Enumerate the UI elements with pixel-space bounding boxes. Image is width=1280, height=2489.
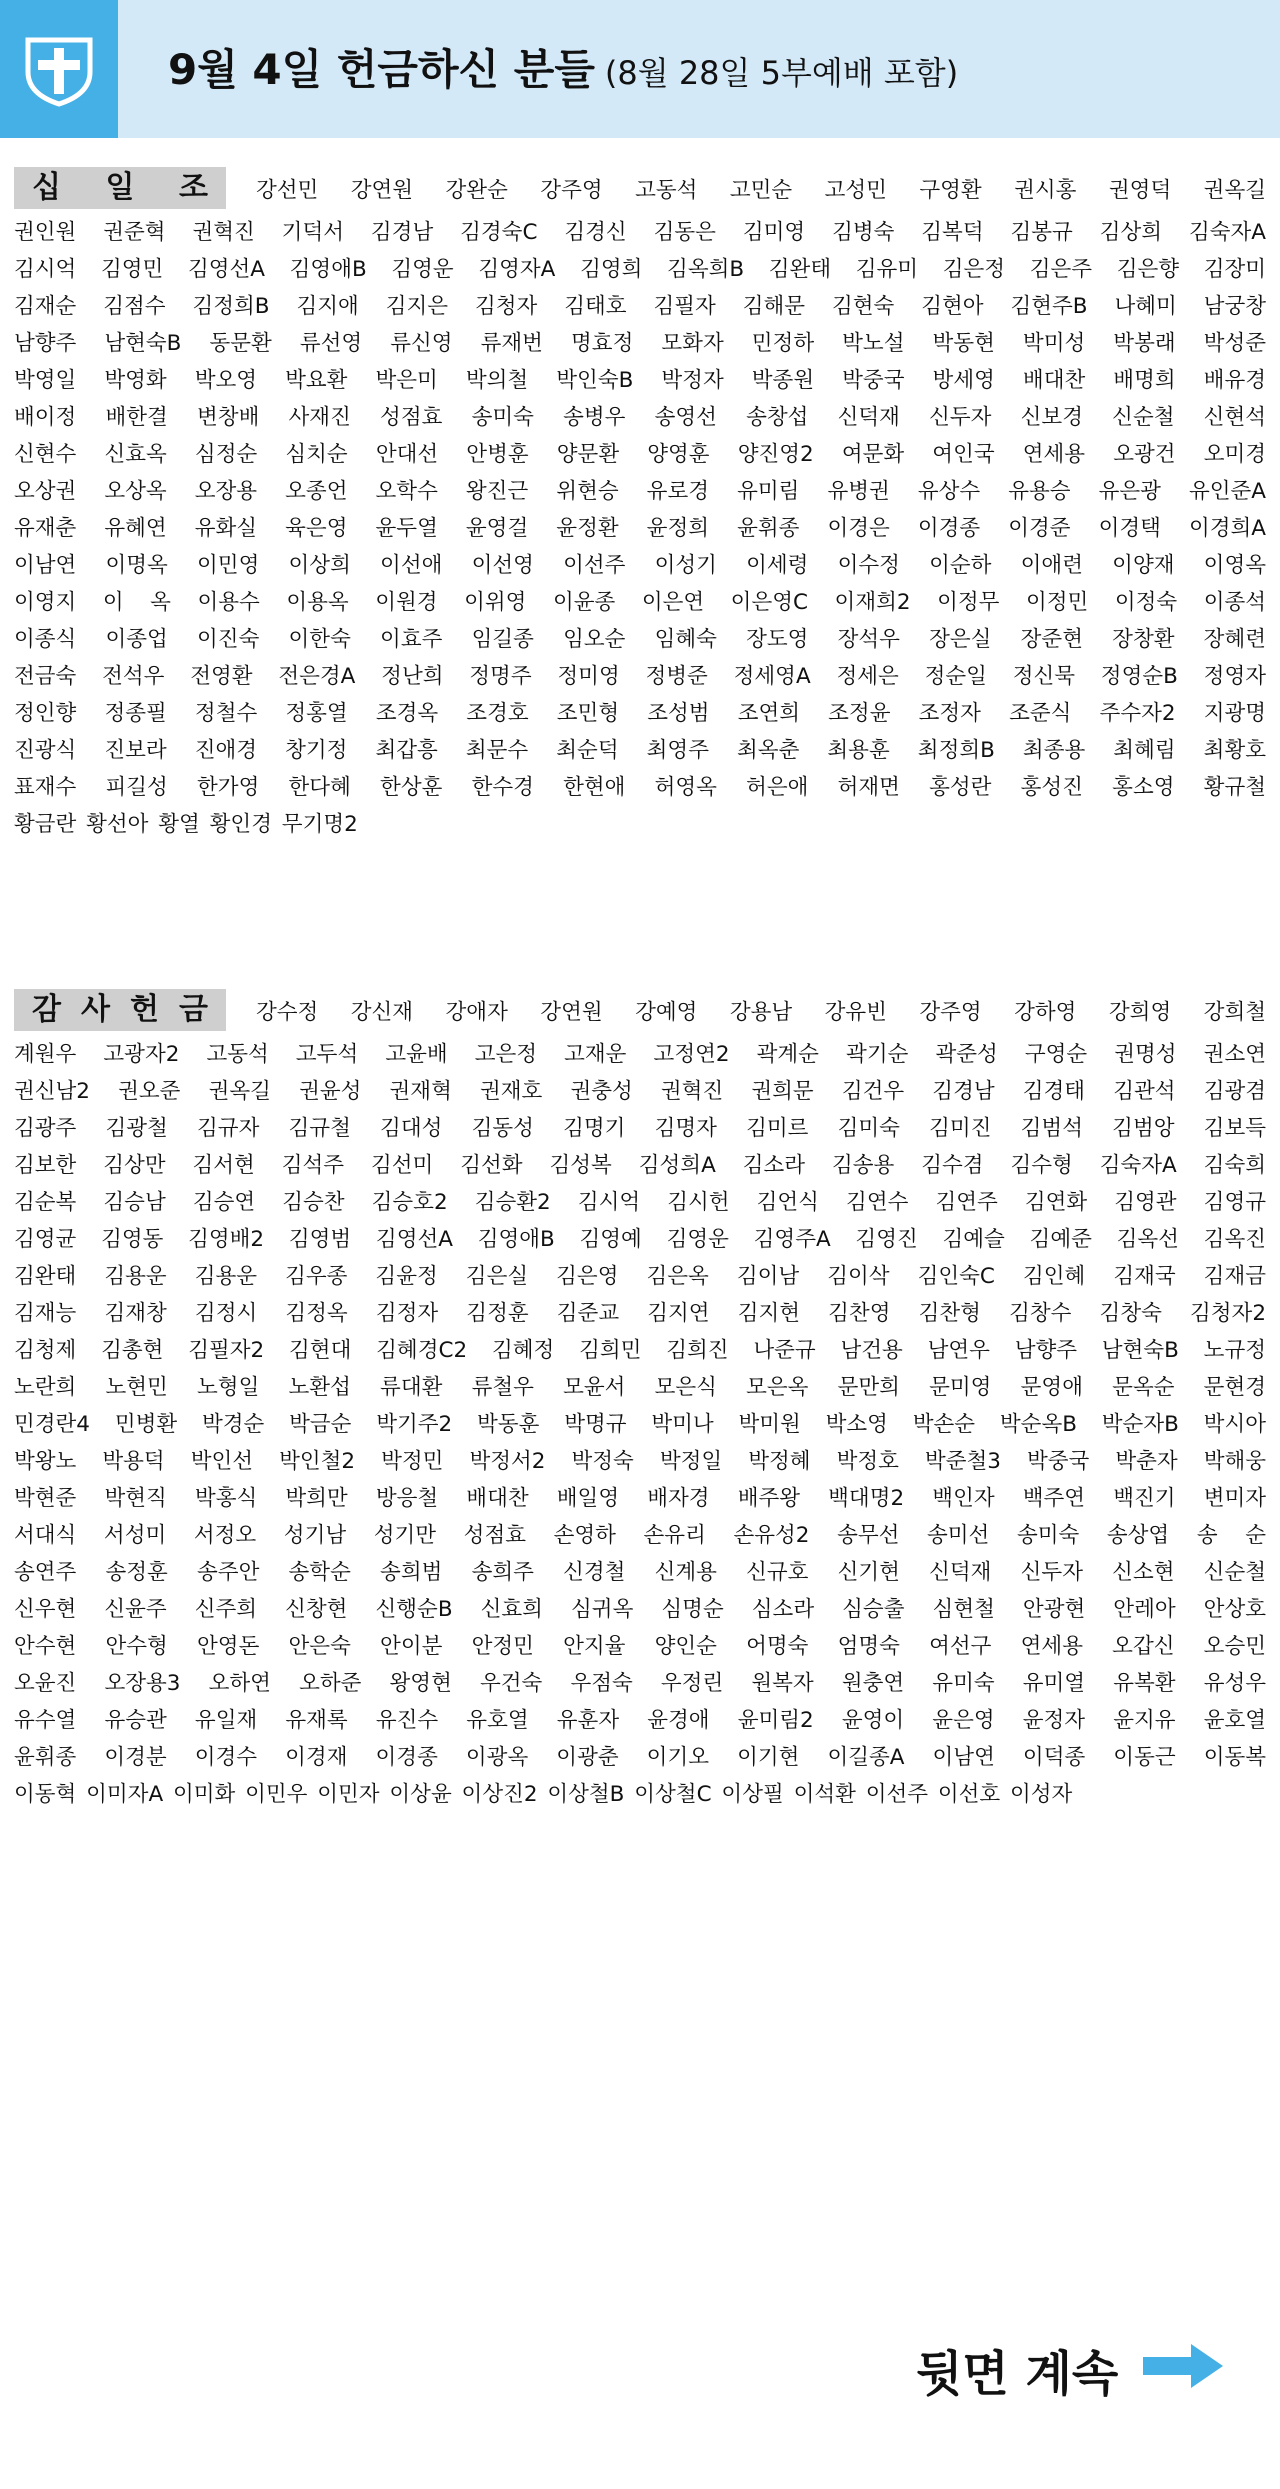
name-list: 배이정 배한결 변창배 사재진 성점효 송미숙 송병우 송영선 송창섭 신덕재 신두자 신보경 신순철 신현석: [14, 405, 1266, 430]
name-list: 신현수 신효옥 심정순 심치순 안대선 안병훈 양문환 양영훈 양진영2 여문화 여인국 연세용 오광건 오미경: [14, 442, 1266, 467]
page-title: [168, 40, 958, 109]
name-row: [14, 325, 1266, 362]
name-row: [14, 214, 1266, 251]
name-row: [14, 1184, 1266, 1221]
name-list: 유재춘 유혜연 유화실 육은영 윤두열 윤영걸 윤정환 윤정희 윤휘종 이경은 이경종 이경준 이경택 이경희A: [14, 516, 1266, 541]
name-list: 이종식 이종업 이진숙 이한숙 이효주 임길종 임오순 임혜숙 장도영 장석우 장은실 장준현 장창환 장혜련: [14, 627, 1266, 652]
name-row: [14, 1554, 1266, 1591]
name-row: [14, 1443, 1266, 1480]
name-row: [14, 769, 1266, 806]
name-row: [14, 510, 1266, 547]
name-list: 김시억 김영민 김영선A 김영애B 김영운 김영자A 김영희 김옥희B 김완태 김유미 김은정 김은주 김은향 김장미: [14, 257, 1266, 282]
name-list: 표재수 피길성 한가영 한다혜 한상훈 한수경 한현애 허영옥 허은애 허재면 홍성란 홍성진 홍소영 황규철: [14, 775, 1266, 800]
name-list: 이영지 이 옥 이용수 이용옥 이원경 이위영 이윤종 이은연 이은영C 이재희2 이정무 이정민 이정숙 이종석: [14, 590, 1266, 615]
name-list: 노란희 노현민 노형일 노환섭 류대환 류철우 모윤서 모은식 모은옥 문만희 문미영 문영애 문옥순 문현경: [14, 1375, 1266, 1400]
name-row: [14, 547, 1266, 584]
name-row: [14, 1110, 1266, 1147]
name-row: [14, 362, 1266, 399]
name-row: [14, 1369, 1266, 1406]
name-row: [14, 732, 1266, 769]
name-row: [14, 621, 1266, 658]
name-row: [14, 658, 1266, 695]
name-list: 강수정 강신재 강애자 강연원 강예영 강용남 강유빈 강주영 강하영 강희영 강희철: [256, 1000, 1266, 1025]
name-row: [14, 1480, 1266, 1517]
title-subtitle: (8월 28일 5부예배 포함): [604, 54, 959, 92]
name-list: 안수현 안수형 안영돈 안은숙 안이분 안정민 안지율 양인순 어명숙 엄명숙 여선구 연세용 오갑신 오승민: [14, 1634, 1266, 1659]
name-row: [14, 1073, 1266, 1110]
name-list: 김청제 김총현 김필자2 김현대 김혜경C2 김혜정 김희민 김희진 나준규 남건용 남연우 남향주 남현숙B 노규정: [14, 1338, 1266, 1363]
name-row: [14, 1739, 1266, 1776]
name-list: 정인향 정종필 정철수 정홍열 조경옥 조경호 조민형 조성범 조연희 조정윤 조정자 조준식 주수자2 지광명: [14, 701, 1266, 726]
name-row: [14, 288, 1266, 325]
name-row: [14, 399, 1266, 436]
name-row: [14, 1702, 1266, 1739]
continued-on-back: [916, 2335, 1225, 2405]
name-list: 오윤진 오장용3 오하연 오하준 왕영현 우건숙 우점숙 우정린 원복자 원충연 유미숙 유미열 유복환 유성우: [14, 1671, 1266, 1696]
name-list: 김보한 김상만 김서현 김석주 김선미 김선화 김성복 김성희A 김소라 김송용 김수겸 김수형 김숙자A 김숙희: [14, 1153, 1266, 1178]
name-list: 김재능 김재창 김정시 김정옥 김정자 김정훈 김준교 김지연 김지현 김찬영 김찬형 김창수 김창숙 김청자2: [14, 1301, 1266, 1326]
name-row: [14, 1628, 1266, 1665]
name-list: 박영일 박영화 박오영 박요환 박은미 박의철 박인숙B 박정자 박종원 박중국 방세영 배대찬 배명희 배유경: [14, 368, 1266, 393]
name-row: [14, 1036, 1266, 1073]
title-main: 9월 4일 헌금하신 분들: [168, 45, 595, 94]
right-arrow-icon: [1141, 2341, 1225, 2391]
name-list: 이남연 이명옥 이민영 이상희 이선애 이선영 이선주 이성기 이세령 이수정 이순하 이애련 이양재 이영옥: [14, 553, 1266, 578]
name-list: 박현준 박현직 박홍식 박희만 방응철 배대찬 배일영 배자경 배주왕 백대명2 백인자 백주연 백진기 변미자: [14, 1486, 1266, 1511]
name-list: 김광주 김광철 김규자 김규철 김대성 김동성 김명기 김명자 김미르 김미숙 김미진 김범석 김범앙 김보득: [14, 1116, 1266, 1141]
header-band: [0, 0, 1280, 138]
name-list: 전금숙 전석우 전영환 전은경A 정난희 정명주 정미영 정병준 정세영A 정세은 정순일 정신묵 정영순B 정영자: [14, 664, 1266, 689]
continued-text: 뒷면 계속: [916, 2346, 1119, 2402]
name-list: 윤휘종 이경분 이경수 이경재 이경종 이광옥 이광춘 이기오 이기현 이길종A 이남연 이덕종 이동근 이동복: [14, 1745, 1266, 1770]
name-list: 계원우 고광자2 고동석 고두석 고윤배 고은정 고재운 고정연2 곽계순 곽기순 곽준성 구영순 권명성 권소연: [14, 1042, 1266, 1067]
name-list: 남향주 남현숙B 동문환 류선영 류신영 류재번 명효정 모화자 민정하 박노설 박동현 박미성 박봉래 박성준: [14, 331, 1266, 356]
name-row: [14, 695, 1266, 732]
name-row: [14, 1665, 1266, 1702]
name-list: 진광식 진보라 진애경 창기정 최갑흥 최문수 최순덕 최영주 최옥춘 최용훈 최정희B 최종용 최혜림 최황호: [14, 738, 1266, 763]
thanks-offering-section: [14, 992, 1266, 1813]
name-row: [14, 436, 1266, 473]
cross-shield-icon: [22, 34, 96, 108]
name-row: [14, 251, 1266, 288]
name-list: 신우현 신윤주 신주희 신창현 신행순B 신효희 심귀옥 심명순 심소라 심승출 심현철 안광현 안레아 안상호: [14, 1597, 1266, 1622]
name-row: [14, 1517, 1266, 1554]
name-row: [14, 1406, 1266, 1443]
name-row: [14, 1147, 1266, 1184]
name-list: 황금란 황선아 황열 황인경 무기명2: [14, 812, 358, 837]
church-logo: [0, 0, 118, 138]
name-list: 강선민 강연원 강완순 강주영 고동석 고민순 고성민 구영환 권시홍 권영덕 권옥길: [256, 178, 1266, 203]
name-list: 김순복 김승남 김승연 김승찬 김승호2 김승환2 김시억 김시헌 김언식 김연수 김연주 김연화 김영관 김영규: [14, 1190, 1266, 1215]
name-row: [14, 992, 1266, 1034]
section-label: 감 사 헌 금: [14, 989, 226, 1031]
name-list: 김재순 김점수 김정희B 김지애 김지은 김청자 김태호 김필자 김해문 김현숙 김현아 김현주B 나혜미 남궁창: [14, 294, 1266, 319]
name-list: 이동혁 이미자A 이미화 이민우 이민자 이상윤 이상진2 이상철B 이상철C 이상필 이석환 이선주 이선호 이성자: [14, 1782, 1073, 1807]
name-list: 유수열 유승관 유일재 유재록 유진수 유호열 유훈자 윤경애 윤미림2 윤영이 윤은영 윤정자 윤지유 윤호열: [14, 1708, 1266, 1733]
name-row: [14, 473, 1266, 510]
name-row: [14, 806, 1266, 843]
name-row: [14, 170, 1266, 212]
name-list: 민경란4 민병환 박경순 박금순 박기주2 박동훈 박명규 박미나 박미원 박소영 박손순 박순옥B 박순자B 박시아: [14, 1412, 1266, 1437]
name-row: [14, 584, 1266, 621]
name-list: 오상권 오상옥 오장용 오종언 오학수 왕진근 위현승 유로경 유미림 유병권 유상수 유용승 유은광 유인준A: [14, 479, 1266, 504]
name-list: 박왕노 박용덕 박인선 박인철2 박정민 박정서2 박정숙 박정일 박정혜 박정호 박준철3 박중국 박춘자 박해웅: [14, 1449, 1266, 1474]
name-row: [14, 1258, 1266, 1295]
name-row: [14, 1295, 1266, 1332]
name-list: 김영균 김영동 김영배2 김영범 김영선A 김영애B 김영예 김영운 김영주A 김영진 김예슬 김예준 김옥선 김옥진: [14, 1227, 1266, 1252]
name-list: 김완태 김용운 김용운 김우종 김윤정 김은실 김은영 김은옥 김이남 김이삭 김인숙C 김인혜 김재국 김재금: [14, 1264, 1266, 1289]
tithe-section: [14, 170, 1266, 843]
name-row: [14, 1776, 1266, 1813]
section-label: 십 일 조: [14, 167, 226, 209]
name-row: [14, 1221, 1266, 1258]
name-list: 서대식 서성미 서정오 성기남 성기만 성점효 손영하 손유리 손유성2 송무선 송미선 송미숙 송상엽 송 순: [14, 1523, 1266, 1548]
name-row: [14, 1332, 1266, 1369]
name-row: [14, 1591, 1266, 1628]
name-list: 송연주 송정훈 송주안 송학순 송희범 송희주 신경철 신계용 신규호 신기현 신덕재 신두자 신소현 신순철: [14, 1560, 1266, 1585]
name-list: 권신남2 권오준 권옥길 권윤성 권재혁 권재호 권충성 권혁진 권희문 김건우 김경남 김경태 김관석 김광겸: [14, 1079, 1266, 1104]
name-list: 권인원 권준혁 권혁진 기덕서 김경남 김경숙C 김경신 김동은 김미영 김병숙 김복덕 김봉규 김상희 김숙자A: [14, 220, 1266, 245]
